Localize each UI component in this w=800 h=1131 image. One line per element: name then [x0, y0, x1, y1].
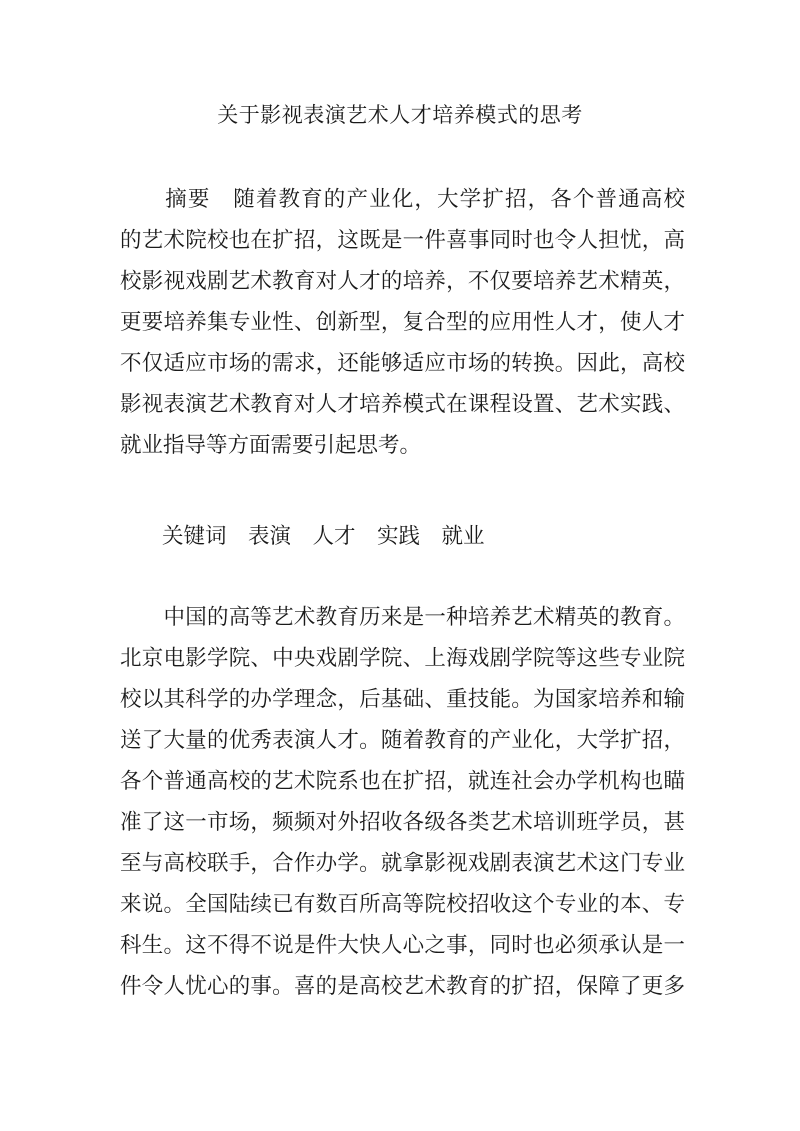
body-line: 件令人忧心的事。喜的是高校艺术教育的扩招，保障了更多: [120, 974, 685, 999]
body-line: 送了大量的优秀表演人才。随着教育的产业化，大学扩招，: [120, 728, 685, 753]
body-line: 准了这一市场，频频对外招收各级各类艺术培训班学员，甚: [120, 810, 685, 835]
keywords: 关键词 表演 人才 实践 就业: [162, 524, 485, 549]
abstract-line: 影视表演艺术教育对人才培养模式在课程设置、艺术实践、: [120, 392, 685, 417]
body-line: 中国的高等艺术教育历来是一种培养艺术精英的教育。: [120, 605, 685, 630]
body-line: 科生。这不得不说是件大快人心之事，同时也必须承认是一: [120, 933, 685, 958]
abstract-line: 更要培养集专业性、创新型，复合型的应用性人才，使人才: [120, 310, 685, 335]
body-line: 至与高校联手，合作办学。就拿影视戏剧表演艺术这门专业: [120, 851, 685, 876]
body-line: 来说。全国陆续已有数百所高等院校招收这个专业的本、专: [120, 892, 685, 917]
body-line: 校以其科学的办学理念，后基础、重技能。为国家培养和输: [120, 687, 685, 712]
abstract-line: 的艺术院校也在扩招，这既是一件喜事同时也令人担忧，高: [120, 228, 685, 253]
abstract-line: 就业指导等方面需要引起思考。: [120, 433, 422, 458]
abstract-line: 不仅适应市场的需求，还能够适应市场的转换。因此，高校: [120, 351, 685, 376]
abstract-line: 校影视戏剧艺术教育对人才的培养，不仅要培养艺术精英，: [120, 269, 685, 294]
body-line: 北京电影学院、中央戏剧学院、上海戏剧学院等这些专业院: [120, 646, 685, 671]
abstract-line: 摘要 随着教育的产业化，大学扩招，各个普通高校: [120, 187, 685, 212]
document-title: 关于影视表演艺术人才培养模式的思考: [217, 103, 583, 127]
body-line: 各个普通高校的艺术院系也在扩招，就连社会办学机构也瞄: [120, 769, 685, 794]
